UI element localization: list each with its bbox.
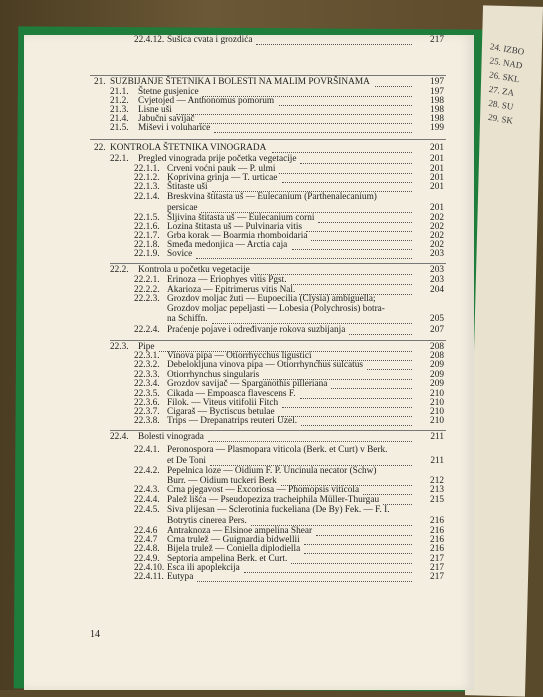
toc-entry-title: Crveni voćni pauk — P. ulmi bbox=[167, 164, 276, 174]
toc-entry bbox=[24, 35, 474, 47]
toc-entry-number: 22.1. bbox=[110, 154, 129, 164]
toc-entry-title: Bolesti vinograda bbox=[138, 432, 204, 442]
toc-entry-page: 210 bbox=[430, 407, 444, 417]
toc-entry-number: 21.2. bbox=[110, 96, 129, 106]
toc-entry-title: Grozdov moljac pepeljasti — Lobesia (Polychrosis) botra- bbox=[167, 304, 385, 314]
toc-entry-title: Filok. — Viteus vitifolii Fitch bbox=[167, 398, 279, 408]
toc-entry-page: 210 bbox=[430, 389, 444, 399]
toc-entry-page: 216 bbox=[430, 535, 444, 545]
toc-entry-number: 22.3.2. bbox=[134, 360, 160, 370]
toc-entry-title: Štetne gusjenice bbox=[138, 87, 199, 97]
toc-entry-title: Grozdov moljac žuti — Eupoecilia (Clysia) ambiguella; bbox=[167, 294, 376, 304]
section-rule bbox=[110, 340, 446, 341]
toc-entry bbox=[24, 432, 474, 444]
toc-entry-number: 22.3.6. bbox=[134, 398, 160, 408]
toc-entry-title: Crna pjegavost — Excoriosa — Phomopsis viticola bbox=[167, 485, 360, 495]
facing-page-line: 29. SK bbox=[487, 111, 514, 126]
toc-entry-page: 209 bbox=[430, 379, 444, 389]
toc-entry-page: 203 bbox=[430, 265, 444, 275]
toc-entry-number: 22.3.8. bbox=[134, 416, 160, 426]
toc-entry-page: 198 bbox=[430, 96, 444, 106]
toc-entry-page: 204 bbox=[430, 285, 444, 295]
toc-entry-title: SUZBIJANJE ŠTETNIKA I BOLESTI NA MALIM POVRŠINAMA bbox=[110, 77, 370, 87]
toc-entry-title: Palež lišća — Pseudopeziza tracheiphila Müller-Thurgau bbox=[167, 495, 380, 505]
toc-entry-page: 217 bbox=[430, 554, 444, 564]
toc-entry-page: 217 bbox=[430, 563, 444, 573]
toc-entry-page: 198 bbox=[430, 105, 444, 115]
toc-entry-title: Sušica cvata i grozdića bbox=[167, 35, 253, 45]
dot-leader bbox=[208, 440, 412, 442]
toc-entry-number: 22.3.4. bbox=[134, 379, 160, 389]
toc-entry-number: 22.1.7. bbox=[134, 231, 160, 241]
toc-entry-number: 22.4.12. bbox=[134, 35, 165, 45]
toc-entry-number: 22.3.5. bbox=[134, 389, 160, 399]
toc-entry-title: Praćenje pojave i određivanje rokova suzbijanja bbox=[167, 325, 346, 335]
toc-entry-number: 22.2.1. bbox=[134, 275, 160, 285]
facing-page-line: 25. NAD bbox=[488, 55, 524, 71]
toc-entry-page: 211 bbox=[430, 432, 444, 442]
toc-entry-page: 201 bbox=[430, 203, 444, 213]
toc-entry-title: Burr. — Oidium tuckeri Berk bbox=[167, 476, 277, 486]
toc-entry-number: 22.4.10. bbox=[134, 563, 165, 573]
toc-entry-title: KONTROLA ŠTETNIKA VINOGRADA bbox=[110, 143, 267, 153]
toc-entry-title: Siva plijesan — Sclerotinia fuckeliana (De By) Fek. — F. I. bbox=[167, 505, 390, 515]
toc-entry-number: 21.5. bbox=[110, 123, 129, 133]
page-number: 14 bbox=[90, 629, 100, 640]
facing-page-line: 27. ZA bbox=[488, 83, 515, 98]
dot-leader bbox=[197, 580, 412, 582]
toc-entry-page: 215 bbox=[430, 495, 444, 505]
toc-entry-number: 21.3. bbox=[110, 105, 129, 115]
toc-entry bbox=[24, 123, 474, 135]
toc-entry-number: 21. bbox=[94, 77, 106, 87]
toc-entry-title: Breskvina štitasta uš — Eulecanium (Parthenalecanium) bbox=[167, 192, 377, 202]
facing-page-line: 26. SKL bbox=[488, 69, 521, 85]
toc-entry-page: 213 bbox=[430, 485, 444, 495]
toc-entry-title: Cvjetojed — Anthonomus pomorum bbox=[138, 96, 275, 106]
toc-entry bbox=[24, 249, 474, 261]
toc-entry bbox=[24, 416, 474, 428]
toc-page bbox=[24, 35, 474, 690]
toc-entry-page: 208 bbox=[430, 351, 444, 361]
dot-leader bbox=[301, 424, 412, 426]
toc-entry-number: 22.1.3. bbox=[134, 182, 160, 192]
toc-entry-number: 22.3.3. bbox=[134, 370, 160, 380]
toc-entry-page: 201 bbox=[430, 143, 444, 153]
toc-entry-title: Otiorrhynchus singularis bbox=[167, 370, 260, 380]
toc-entry-title: Lisne uši bbox=[138, 105, 172, 115]
toc-entry-title: Štitaste uši bbox=[167, 182, 208, 192]
dot-leader bbox=[272, 151, 412, 153]
facing-page-line: 28. SU bbox=[487, 97, 515, 112]
toc-entry-number: 22.4.7 bbox=[134, 535, 158, 545]
toc-entry-page: 209 bbox=[430, 360, 444, 370]
toc-entry-title: na Schiffn. bbox=[167, 314, 208, 324]
toc-entry-page: 217 bbox=[430, 572, 444, 582]
toc-entry-page: 198 bbox=[430, 114, 444, 124]
toc-entry-title: Cigaraš — Byctiscus betulae bbox=[167, 407, 275, 417]
toc-entry-page: 212 bbox=[430, 476, 444, 486]
toc-entry-number: 22.4.3. bbox=[134, 485, 160, 495]
toc-entry-title: Lozina štitasta uš — Pulvinaria vitis bbox=[167, 222, 303, 232]
toc-entry-title: Trips — Drepanatrips reuteri Uzel. bbox=[167, 416, 298, 426]
facing-page-line: 24. IZBO bbox=[489, 41, 525, 57]
toc-entry-number: 22.2.4. bbox=[134, 325, 160, 335]
toc-entry-number: 22.4.1. bbox=[134, 445, 160, 455]
toc-entry-title: Crna trulež — Guignardia bidwellii bbox=[167, 535, 300, 545]
toc-entry-number: 22.3.7. bbox=[134, 407, 160, 417]
toc-entry-title: Pipe bbox=[138, 342, 155, 352]
toc-entry-number: 22.1.6. bbox=[134, 222, 160, 232]
toc-entry-page: 208 bbox=[430, 342, 444, 352]
toc-entry-title: Miševi i voluharice bbox=[138, 123, 211, 133]
toc-entry-number: 21.1. bbox=[110, 87, 129, 97]
toc-entry-page: 201 bbox=[430, 182, 444, 192]
toc-entry-number: 22. bbox=[94, 143, 106, 153]
toc-entry-title: Botrytis cinerea Pers. bbox=[167, 516, 247, 526]
toc-entry-page: 202 bbox=[430, 222, 444, 232]
dot-leader bbox=[196, 257, 412, 259]
toc-entry-page: 216 bbox=[430, 544, 444, 554]
toc-entry-number: 22.2.2. bbox=[134, 285, 160, 295]
toc-entry-page: 210 bbox=[430, 398, 444, 408]
toc-entry-number: 22.2.3. bbox=[134, 294, 160, 304]
toc-entry-title: Cikada — Empoasca flavescens F. bbox=[167, 389, 296, 399]
table-of-contents bbox=[24, 35, 474, 690]
section-rule bbox=[90, 75, 446, 76]
toc-entry-page: 202 bbox=[430, 240, 444, 250]
toc-entry-title: Jabučni savijač bbox=[138, 114, 195, 124]
dot-leader bbox=[214, 131, 412, 133]
toc-entry-page: 203 bbox=[430, 249, 444, 259]
toc-entry-title: Debelokljuna vinova pipa — Otiorrhynchus sulcatus bbox=[167, 360, 363, 370]
toc-entry-page: 216 bbox=[430, 526, 444, 536]
toc-entry-page: 207 bbox=[430, 325, 444, 335]
toc-entry-title: Eutypa bbox=[167, 572, 194, 582]
dot-leader bbox=[212, 322, 412, 324]
toc-entry-page: 201 bbox=[430, 164, 444, 174]
toc-entry-title: Grba korak — Boarmia rhomboidaria bbox=[167, 231, 308, 241]
toc-entry-number: 22.4.11. bbox=[134, 572, 164, 582]
toc-entry-page: 216 bbox=[430, 516, 444, 526]
toc-entry-title: Kontrola u početku vegetacije bbox=[138, 265, 250, 275]
toc-entry-page: 203 bbox=[430, 275, 444, 285]
toc-entry-page: 197 bbox=[430, 77, 444, 87]
dot-leader bbox=[349, 333, 412, 335]
toc-entry-title: Vinova pipa — Otiorrhycchus ligustici bbox=[167, 351, 312, 361]
toc-entry-number: 22.3. bbox=[110, 342, 129, 352]
toc-entry-title: Akarioza — Epitrimerus vitis Nal. bbox=[167, 285, 296, 295]
toc-entry-number: 22.1.5. bbox=[134, 213, 160, 223]
toc-entry-title: Erinoza — Eriophyes vitis Pgst. bbox=[167, 275, 287, 285]
toc-entry-number: 22.4.4. bbox=[134, 495, 160, 505]
toc-entry-page: 202 bbox=[430, 231, 444, 241]
toc-entry-page: 199 bbox=[430, 123, 444, 133]
toc-entry-title: Antraknoza — Elsinoe ampelina Shear bbox=[167, 526, 313, 536]
toc-entry-page: 210 bbox=[430, 416, 444, 426]
toc-entry-page: 201 bbox=[430, 154, 444, 164]
toc-entry-number: 22.4.6 bbox=[134, 526, 158, 536]
toc-entry-title: Pregled vinograda prije početka vegetacije bbox=[138, 154, 297, 164]
section-rule bbox=[110, 430, 446, 431]
toc-entry-title: Pepelnica loze — Oidium F. P. Uncinula necator (Schw) bbox=[167, 466, 377, 476]
toc-entry-page: 205 bbox=[430, 314, 444, 324]
toc-entry-title: persicae bbox=[167, 203, 198, 213]
toc-entry-number: 22.4. bbox=[110, 432, 129, 442]
toc-entry-title: Koprivina grinja — T. urticae bbox=[167, 173, 278, 183]
toc-entry bbox=[24, 572, 474, 584]
toc-entry-number: 22.1.2. bbox=[134, 173, 160, 183]
toc-entry-page: 201 bbox=[430, 173, 444, 183]
toc-entry-number: 22.3.1. bbox=[134, 351, 160, 361]
toc-entry-title: Šljivina štitasta uš — Eulecanium corni bbox=[167, 213, 315, 223]
toc-entry-number: 22.4.9. bbox=[134, 554, 160, 564]
toc-entry-title: Septoria ampelina Berk. et Curt. bbox=[167, 554, 288, 564]
toc-entry-title: Sovice bbox=[167, 249, 193, 259]
toc-entry bbox=[24, 325, 474, 337]
toc-entry-number: 21.4. bbox=[110, 114, 129, 124]
toc-entry-number: 22.1.4. bbox=[134, 192, 160, 202]
toc-entry-title: Esca ili apoplekcija bbox=[167, 563, 240, 573]
dot-leader bbox=[256, 43, 412, 45]
toc-entry-page: 197 bbox=[430, 87, 444, 97]
toc-entry-number: 22.1.8. bbox=[134, 240, 160, 250]
toc-entry-title: Peronospora — Plasmopara viticola (Berk. et Curt) v Berk. bbox=[167, 445, 388, 455]
toc-entry-number: 22.1.9. bbox=[134, 249, 160, 259]
toc-entry-page: 217 bbox=[430, 35, 444, 45]
toc-entry-title: et De Toni bbox=[167, 456, 206, 466]
toc-entry-number: 22.2. bbox=[110, 265, 129, 275]
toc-entry-number: 22.4.2. bbox=[134, 466, 160, 476]
toc-entry-title: Grozdov savijač — Sparganothis pilleriana bbox=[167, 379, 328, 389]
toc-entry-page: 209 bbox=[430, 370, 444, 380]
toc-entry-title: Bijela trulež — Coniella diplodiella bbox=[167, 544, 301, 554]
toc-entry-number: 22.1.1. bbox=[134, 164, 160, 174]
toc-entry-number: 22.4.5. bbox=[134, 505, 160, 515]
toc-entry-title: Smeđa medonjica — Arctia caja bbox=[167, 240, 288, 250]
toc-entry-number: 22.4.8. bbox=[134, 544, 160, 554]
section-rule bbox=[90, 139, 446, 140]
toc-entry-page: 211 bbox=[430, 456, 444, 466]
toc-entry-page: 202 bbox=[430, 213, 444, 223]
section-rule bbox=[110, 263, 446, 264]
